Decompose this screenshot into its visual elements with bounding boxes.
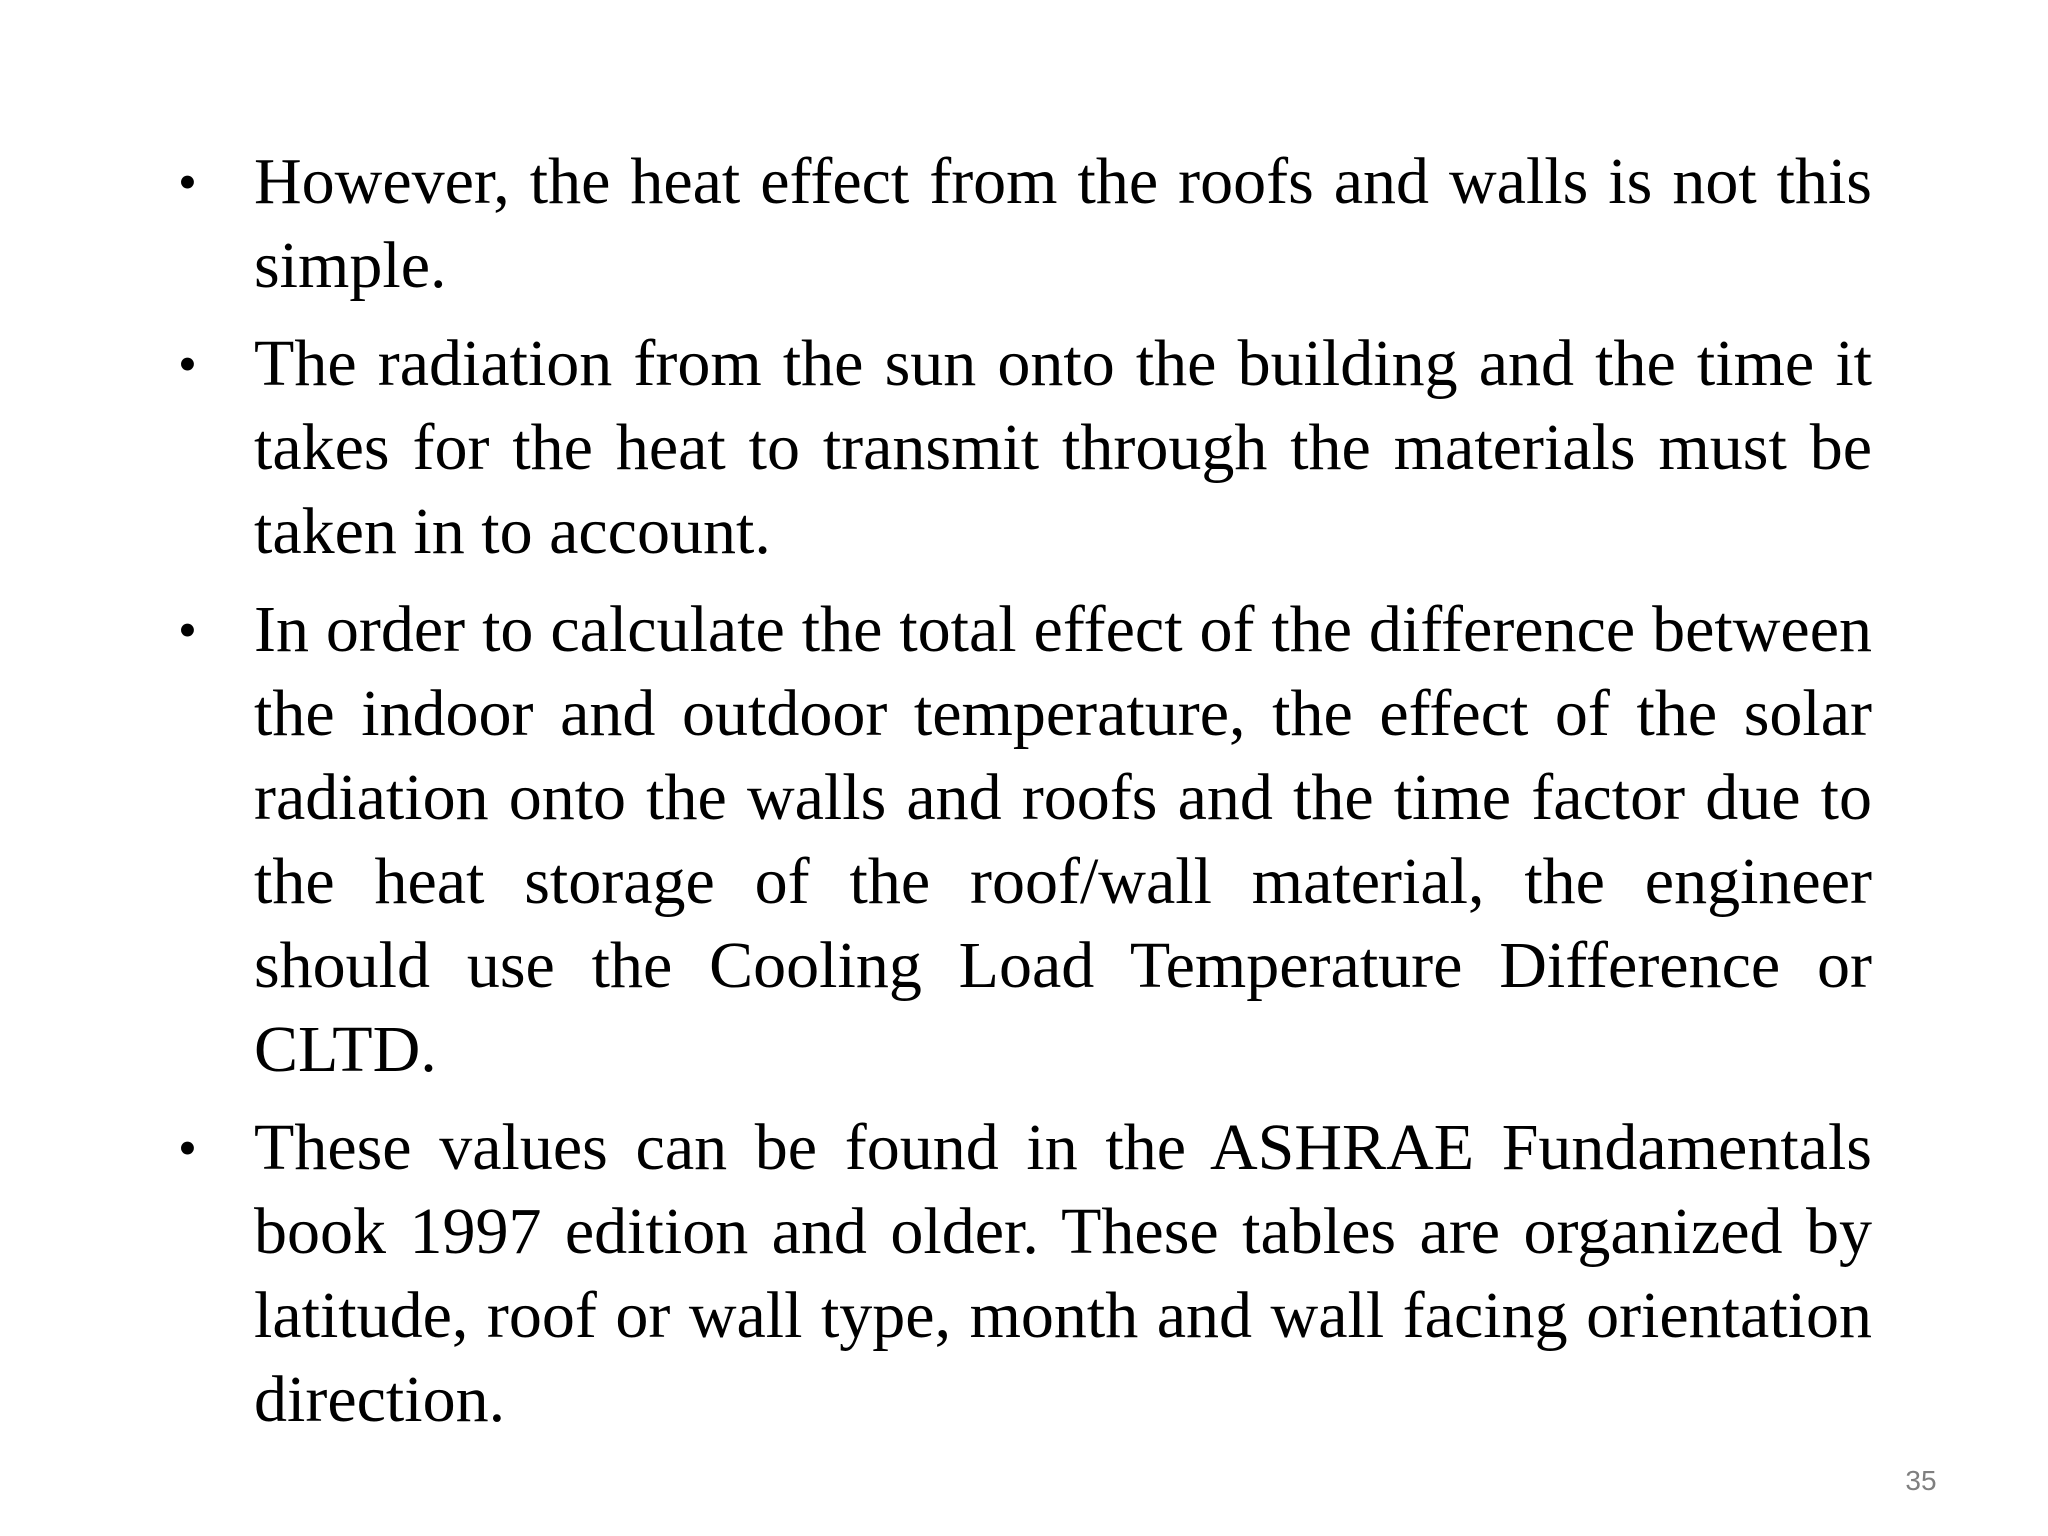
bullet-item-3 [178, 588, 1872, 1092]
bullet-icon: • [178, 600, 197, 660]
bullet-item-2 [178, 322, 1872, 574]
bullet-icon: • [178, 334, 197, 394]
bullet-text: However, the heat effect from the roofs and walls is not this simple. [254, 145, 1872, 302]
bullet-text: The radiation from the sun onto the building and the time it takes for the heat to transmit through the materials must be taken in to account. [254, 327, 1872, 568]
bullet-text: These values can be found in the ASHRAE Fundamentals book 1997 edition and older. These tables are organized by latitude, roof or wall type, month and wall facing orientation direction. [254, 1111, 1872, 1436]
bullet-icon: • [178, 1118, 197, 1178]
bullet-item-1 [178, 140, 1872, 308]
bullet-list [178, 140, 1872, 1456]
bullet-item-4 [178, 1106, 1872, 1442]
bullet-icon: • [178, 152, 197, 212]
page-number: 35 [1905, 1465, 1937, 1496]
bullet-text: In order to calculate the total effect of the difference between the indoor and outdoor temperature, the effect of the solar radiation onto the walls and roofs and the time factor due to the heat storage of the roof/wall material, the engineer should use the Cooling Load Temperature Difference or CLTD. [254, 593, 1872, 1086]
